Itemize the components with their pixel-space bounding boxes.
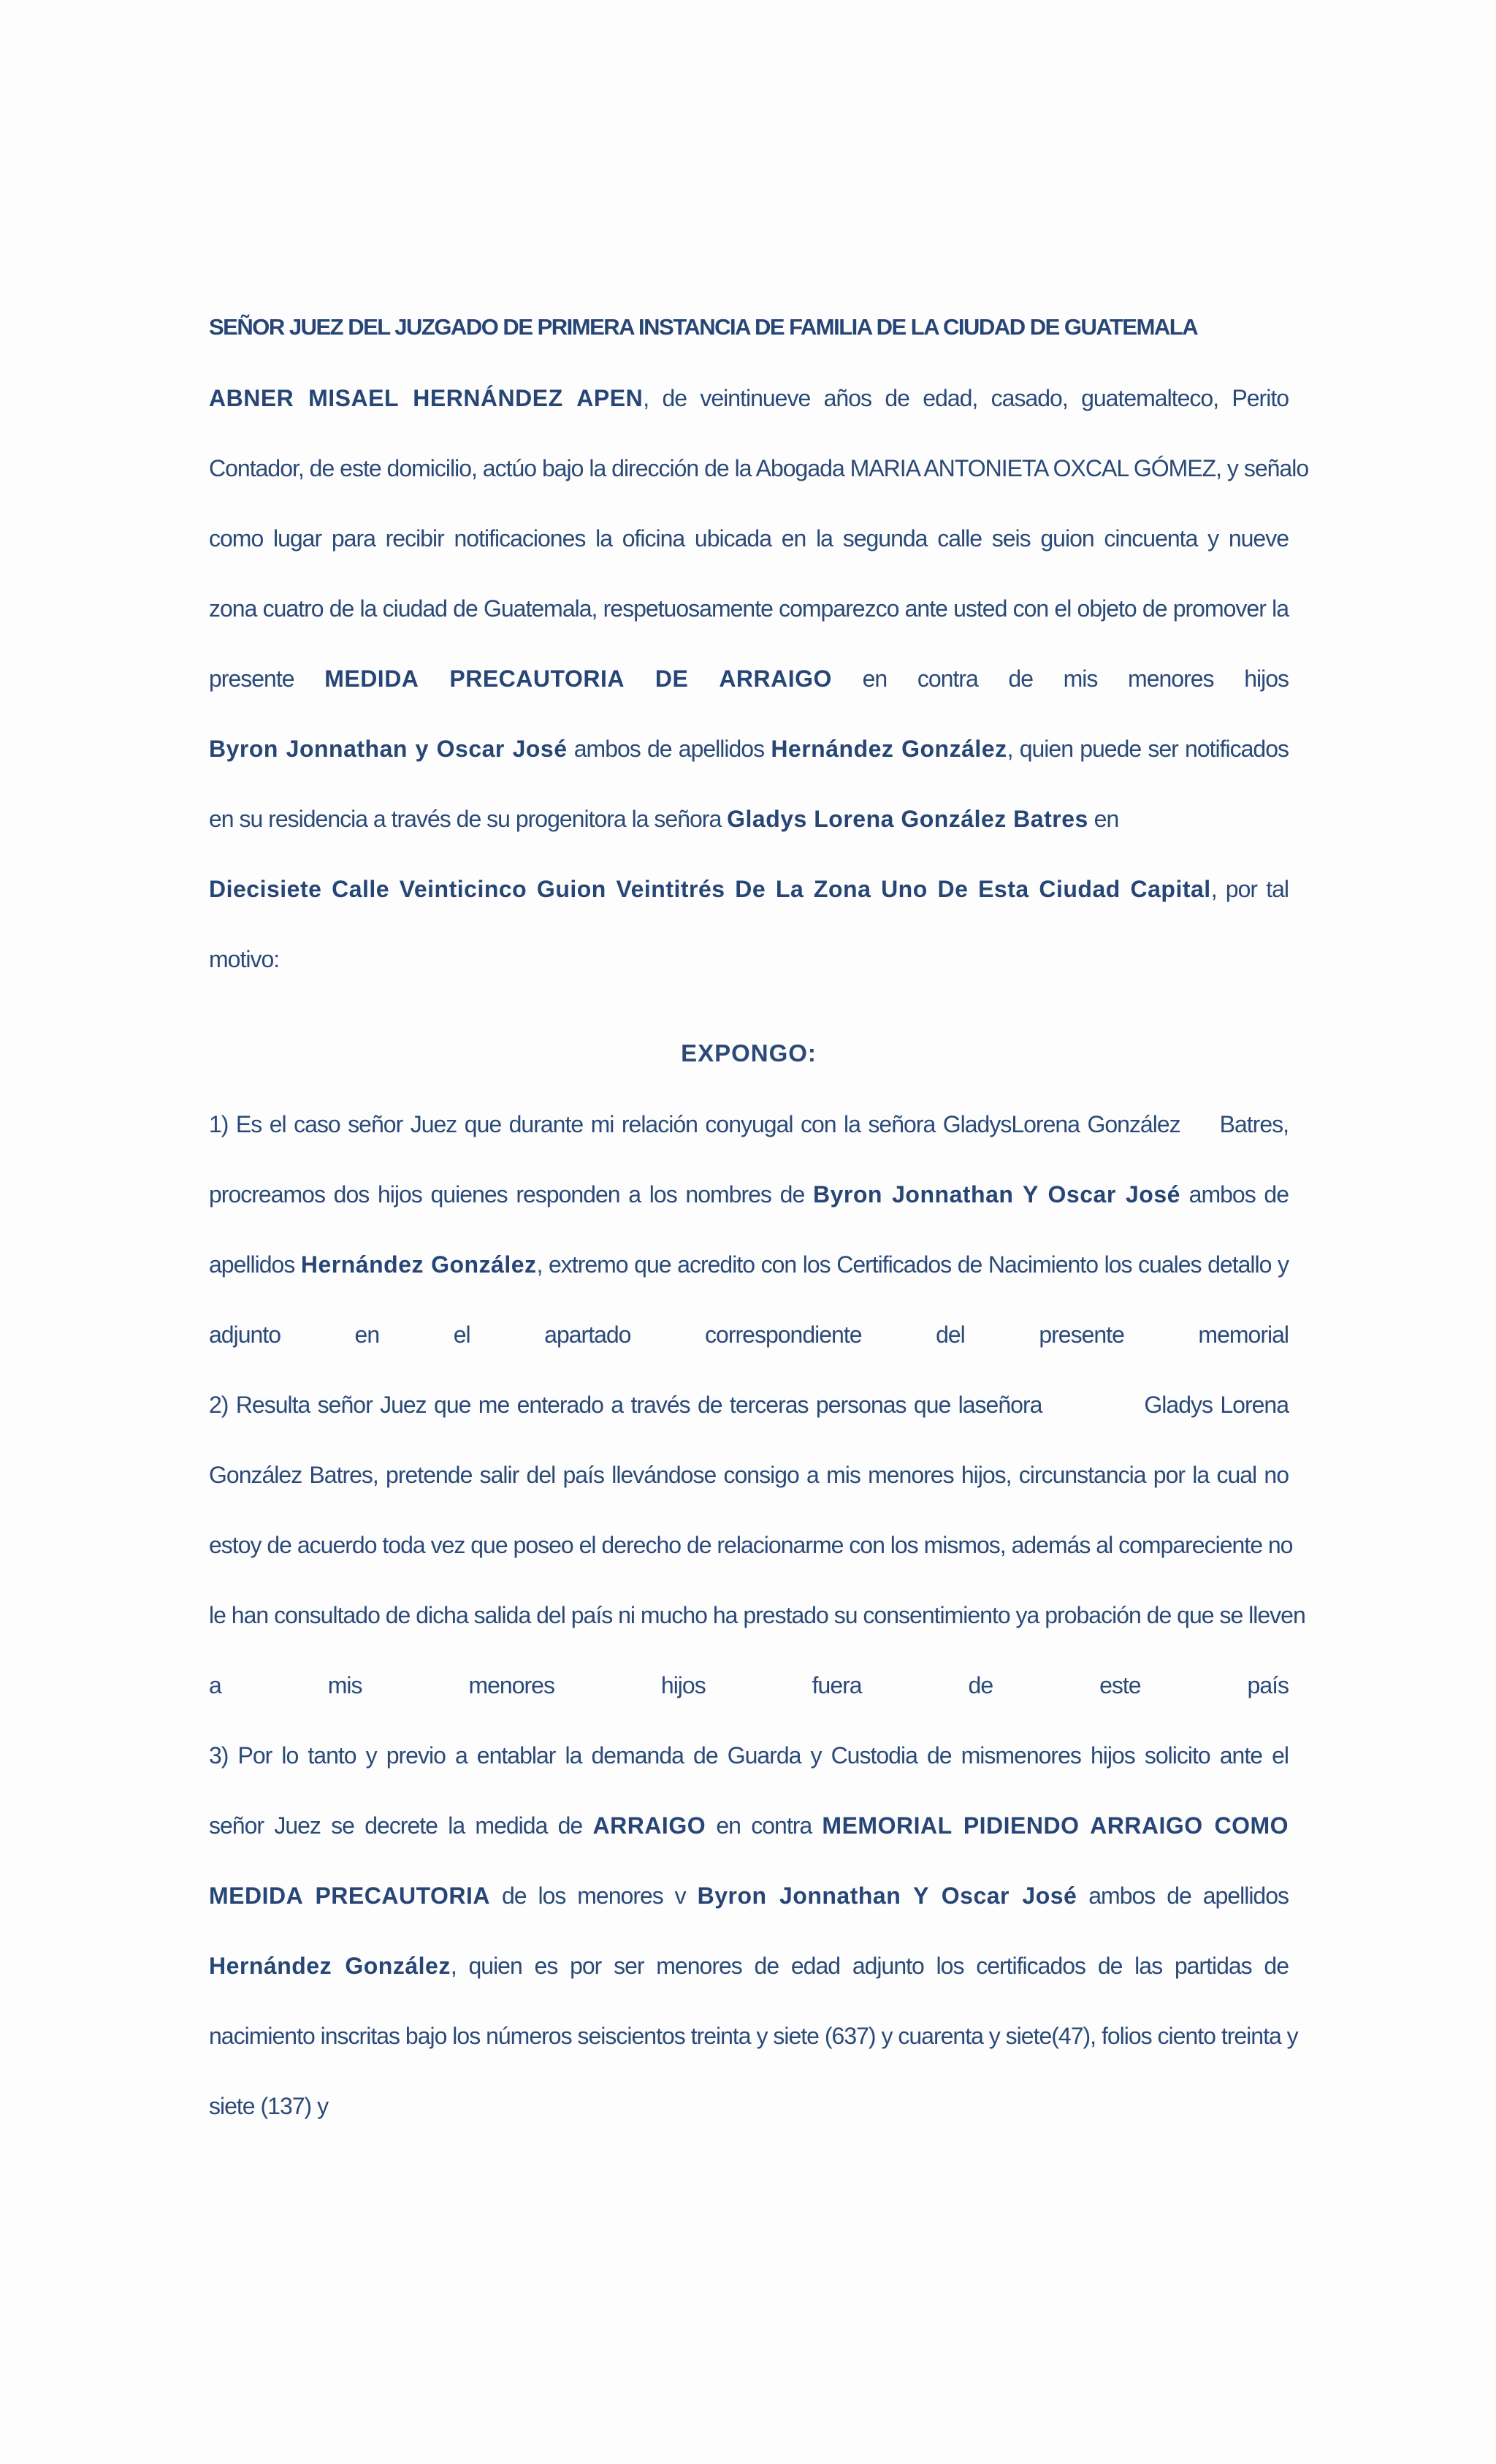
children-surnames: Hernández González [771,736,1007,762]
intro-line-8: Diecisiete Calle Veinticinco Guion Veintitrés De La Zona Uno De Esta Ciudad Capital, por tal [209,876,1289,902]
p3-line-2: señor Juez se decrete la medida de ARRAIGO en contra MEMORIAL PIDIENDO ARRAIGO COMO [209,1812,1289,1839]
p1-line-4: adjunto en el apartado correspondiente del presente memorial [209,1321,1289,1348]
p1-line-2: procreamos dos hijos quienes responden a los nombres de Byron Jonnathan Y Oscar José ambos de [209,1181,1289,1208]
p2-line-4: le han consultado de dicha salida del país ni mucho ha prestado su consentimiento ya probación de que se lleven [209,1602,1305,1628]
intro-line-5: presente MEDIDA PRECAUTORIA DE ARRAIGO en contra de mis menores hijos [209,665,1289,692]
p2-line-5: a mis menores hijos fuera de este país [209,1672,1289,1698]
document-title: SEÑOR JUEZ DEL JUZGADO DE PRIMERA INSTANCIA DE FAMILIA DE LA CIUDAD DE GUATEMALA [209,314,1198,340]
p1-line-1: 1) Es el caso señor Juez que durante mi relación conyugal con la señora GladysLorena González Batres, [209,1111,1289,1137]
p3-line-6: siete (137) y [209,2093,329,2119]
p2-line-2: González Batres, pretende salir del país llevándose consigo a mis menores hijos, circunstancia por la cual no [209,1462,1289,1488]
mother-name: Gladys Lorena González Batres [727,806,1088,832]
intro-line-4: zona cuatro de la ciudad de Guatemala, respetuosamente comparezco ante usted con el objeto de promover la [209,595,1289,622]
p2-line-3: estoy de acuerdo toda vez que poseo el derecho de relacionarme con los mismos, además al compareciente no [209,1532,1293,1558]
intro-line-9: motivo: [209,946,280,972]
intro-line-2: Contador, de este domicilio, actúo bajo la dirección de la Abogada MARIA ANTONIETA OXCAL GÓMEZ, y señalo [209,455,1309,481]
claimant-name: ABNER MISAEL HERNÁNDEZ APEN [209,385,644,411]
p2-line-1: 2) Resulta señor Juez que me enterado a través de terceras personas que laseñora Gladys Lorena [209,1392,1289,1418]
intro-line-6: Byron Jonnathan y Oscar José ambos de apellidos Hernández González, quien puede ser notificados [209,736,1289,762]
residence-address: Diecisiete Calle Veinticinco Guion Veintitrés De La Zona Uno De Esta Ciudad Capital [209,876,1211,902]
children-names: Byron Jonnathan y Oscar José [209,736,568,762]
p3-line-5: nacimiento inscritas bajo los números seiscientos treinta y siete (637) y cuarenta y siete(47), folios ciento treinta y [209,2023,1298,2049]
section-heading: EXPONGO: [681,1040,817,1067]
p3-line-4: Hernández González, quien es por ser menores de edad adjunto los certificados de las partidas de [209,1953,1289,1979]
intro-line-7: en su residencia a través de su progenitora la señora Gladys Lorena González Batres en [209,806,1119,832]
intro-line-1: ABNER MISAEL HERNÁNDEZ APEN, de veintinueve años de edad, casado, guatemalteco, Perito [209,385,1289,411]
intro-line-3: como lugar para recibir notificaciones la oficina ubicada en la segunda calle seis guion cincuenta y nueve [209,525,1289,552]
p3-line-1: 3) Por lo tanto y previo a entablar la demanda de Guarda y Custodia de mismenores hijos solicito ante el [209,1742,1289,1769]
p3-line-3: MEDIDA PRECAUTORIA de los menores v Byron Jonnathan Y Oscar José ambos de apellidos [209,1883,1289,1909]
p1-line-3: apellidos Hernández González, extremo que acredito con los Certificados de Nacimiento los cuales detallo y [209,1251,1289,1278]
measure-name: MEDIDA PRECAUTORIA DE ARRAIGO [324,665,832,692]
